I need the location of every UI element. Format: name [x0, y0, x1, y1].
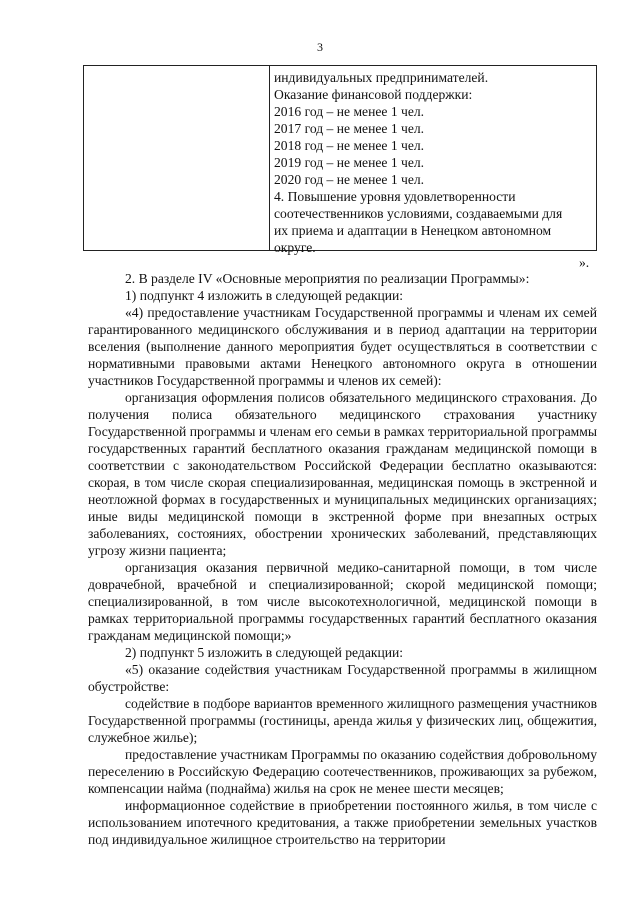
table-cell-line: 2017 год – не менее 1 чел.: [274, 121, 425, 136]
table-cell-line: 2016 год – не менее 1 чел.: [274, 104, 425, 119]
table-cell-line: 2019 год – не менее 1 чел.: [274, 155, 425, 170]
paragraph: «4) предоставление участникам Государственной программы и членам их семей гарантированного медицинского обслуживания и в период адаптации на территории вселения (выполнение данного мероприятия будет осуществляться в соответствии с нормативными правовыми актами Ненецкого автономного округа в отношении участников Государственной программы и членов их семей):: [88, 305, 597, 388]
paragraph: предоставление участникам Программы по оказанию содействия добровольному переселению в Российскую Федерацию соотечественников, проживающих за рубежом, компенсации найма (поднайма) жилья на срок не менее шести месяцев;: [88, 747, 597, 796]
table-cell-line: Оказание финансовой поддержки:: [274, 87, 473, 102]
document-body: [88, 270, 597, 848]
table-cell-line: 4. Повышение уровня удовлетворенности: [274, 189, 516, 204]
paragraph: организация оформления полисов обязательного медицинского страхования. До получения полиса обязательного медицинского страхования участнику Государственной программы и членам его семьи в рамках территориальной программы государственных гарантий бесплатного оказания гражданам медицинской помощи в соответствии с законодательством Российской Федерации бесплатно оказываются: скорая, в том числе скорая специализированная, медицинская помощь в экстренной и неотложной формах в государственных и муниципальных медицинских организациях; иные виды медицинской помощи в экстренной форме при внезапных острых заболеваниях, состояниях, обострении хронических заболеваний, представляющих угрозу жизни пациента;: [88, 390, 597, 558]
paragraph: «5) оказание содействия участникам Государственной программы в жилищном обустройстве:: [88, 662, 597, 694]
table: [83, 65, 597, 255]
table-cell-line: их приема и адаптации в Ненецком автономном: [274, 223, 552, 238]
table-cell-line: округе.: [274, 240, 316, 255]
table-column-divider: [269, 66, 270, 250]
paragraph: 2) подпункт 5 изложить в следующей редакции:: [125, 645, 404, 660]
table-cell-line: соотечественников условиями, создаваемыми для: [274, 206, 563, 221]
table-cell-line: индивидуальных предпринимателей.: [274, 70, 489, 85]
page-number: 3: [317, 40, 323, 54]
paragraph: содействие в подборе вариантов временного жилищного размещения участников Государственной программы (гостиницы, аренда жилья у физических лиц, общежития, служебное жилье);: [88, 696, 597, 745]
paragraph: 1) подпункт 4 изложить в следующей редакции:: [125, 288, 404, 303]
table-cell-line: 2018 год – не менее 1 чел.: [274, 138, 425, 153]
paragraph: информационное содействие в приобретении постоянного жилья, в том числе с использованием ипотечного кредитования, а также приобретении земельных участков под индивидуальное жилищное строительство на территории: [88, 798, 597, 847]
closing-quote: ».: [579, 255, 590, 270]
table-right-cell: [274, 69, 592, 256]
table-cell-line: 2020 год – не менее 1 чел.: [274, 172, 425, 187]
paragraph: 2. В разделе IV «Основные мероприятия по реализации Программы»:: [125, 271, 530, 286]
paragraph: организация оказания первичной медико-санитарной помощи, в том числе доврачебной, врачебной и специализированной; скорой медицинской помощи; специализированной, в том числе высокотехнологичной, медицинской помощи в рамках территориальной программы государственных гарантий бесплатного оказания гражданам медицинской помощи;»: [88, 560, 597, 643]
